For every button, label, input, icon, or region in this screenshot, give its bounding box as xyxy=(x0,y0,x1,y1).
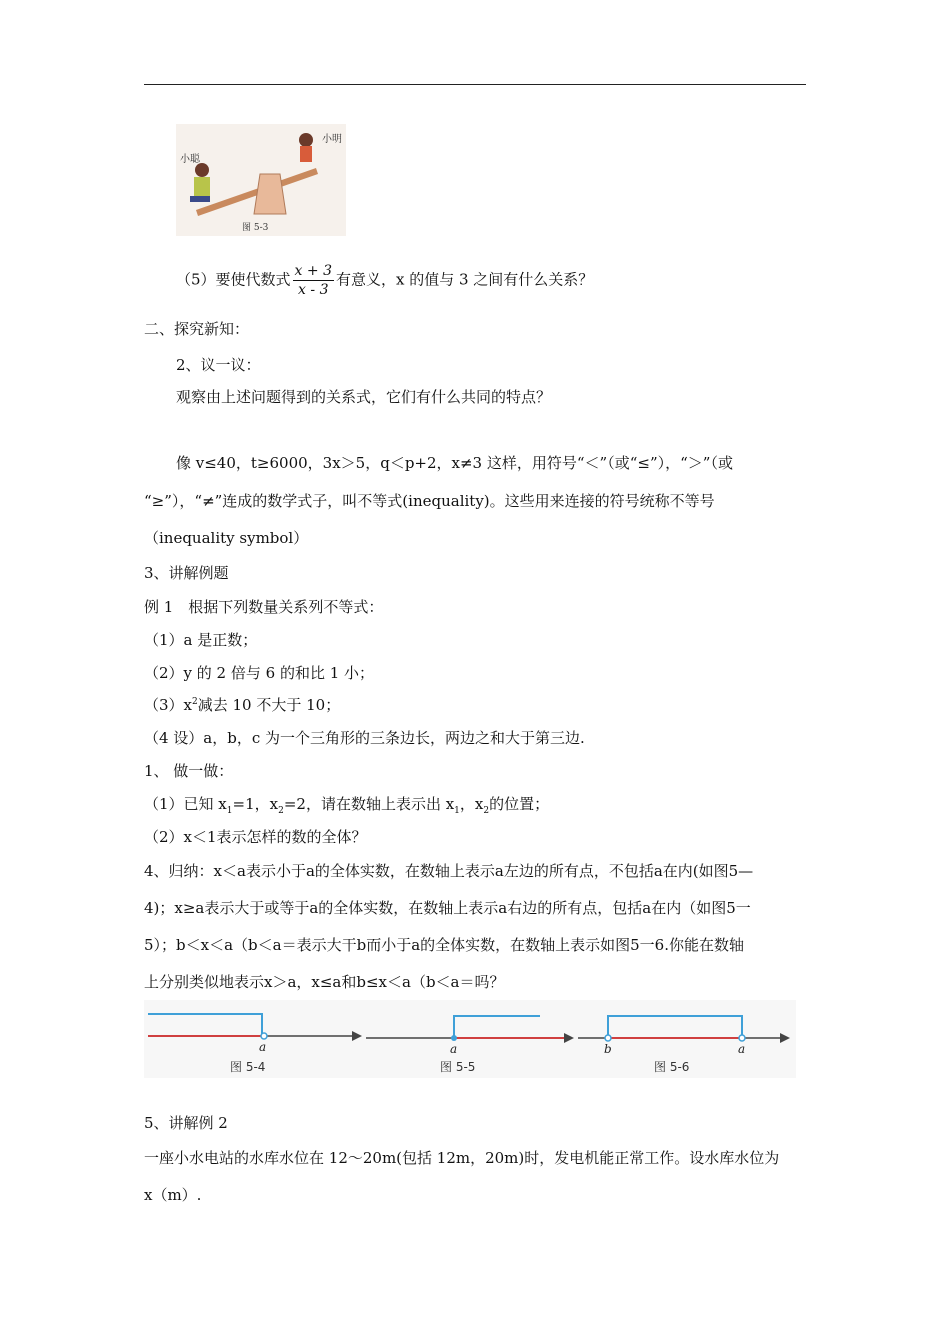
example-1-item-4: （4 设）a，b，c 为一个三角形的三条边长，两边之和大于第三边. xyxy=(144,729,585,747)
section-5-heading: 5、讲解例 2 xyxy=(144,1114,228,1132)
question-5 xyxy=(176,262,593,299)
example-2-line-2: x（m）. xyxy=(144,1186,202,1204)
label-a-fig4: a xyxy=(259,1040,267,1054)
example-1-item-3: $(3)x^2$减去 10 不大于 10； xyxy=(144,696,341,714)
section-3-heading: 3、讲解例题 xyxy=(144,564,229,582)
seesaw-illustration xyxy=(176,124,346,236)
q5-prefix: （5）要使代数式 xyxy=(176,270,291,289)
do-it-heading: 1、 做一做： xyxy=(144,762,234,780)
label-a-fig6: a xyxy=(738,1042,746,1056)
q5-suffix: 有意义，x 的值与 3 之间有什么关系？ xyxy=(335,270,594,289)
number-line-figures xyxy=(144,1000,796,1078)
figure-caption: 图 5-3 xyxy=(242,223,269,233)
summary-line-2: 4)；x≥a表示大于或等于a的全体实数，在数轴上表示a右边的所有点，包括a在内（如图5一 xyxy=(144,899,751,917)
definition-line-1: 像 v≤40，t≥6000，3x＞5，q＜p+2，x≠3 这样，用符号“＜”（或“≤”），“＞”（或 xyxy=(176,454,733,472)
summary-line-4: 上分别类似地表示x＞a，x≤a和b≤x＜a（b＜a＝吗？ xyxy=(144,973,505,991)
name-right: 小明 xyxy=(322,134,342,145)
summary-line-1: 4、归纳：x＜a表示小于a的全体实数，在数轴上表示a左边的所有点，不包括a在内(如图5— xyxy=(144,862,754,880)
header-rule xyxy=(144,84,806,85)
caption-fig-5-4: 图 5-4 xyxy=(230,1060,266,1074)
example-1-title: 例 1 根据下列数量关系列不等式： xyxy=(144,598,384,616)
observe-text: 观察由上述问题得到的关系式，它们有什么共同的特点？ xyxy=(176,388,552,406)
fraction-numerator: x + 3 xyxy=(294,263,332,279)
definition-line-3: （inequality symbol） xyxy=(144,529,309,547)
label-a-fig5: a xyxy=(450,1042,458,1056)
definition-line-2: “≥”），“≠”连成的数学式子，叫不等式(inequality)。这些用来连接的符号统称不等号 xyxy=(144,492,715,510)
example-1-item-2: （2）y 的 2 倍与 6 的和比 1 小； xyxy=(144,664,375,682)
section-2-heading: 二、探究新知： xyxy=(144,320,250,338)
fraction xyxy=(293,262,334,299)
name-left: 小聪 xyxy=(180,154,200,165)
example-2-line-1: 一座小水电站的水库水位在 12～20m(包括 12m，20m)时，发电机能正常工作。设水库水位为 xyxy=(144,1149,780,1167)
caption-fig-5-5: 图 5-5 xyxy=(440,1060,476,1074)
fraction-denominator: x - 3 xyxy=(298,282,329,298)
summary-line-3: 5）；b＜x＜a（b＜a＝表示大干b而小于a的全体实数，在数轴上表示如图5一6.你能在数轴 xyxy=(144,936,744,954)
do-it-item-1: （1）已知 $x_1=1$，$x_2=2$，请在数轴上表示出 $x_1$，$x_2$的位置； xyxy=(144,795,550,816)
caption-fig-5-6: 图 5-6 xyxy=(654,1060,690,1074)
discuss-heading: 2、议一议： xyxy=(176,356,261,374)
example-1-item-1: （1）a 是正数； xyxy=(144,631,258,649)
label-b-fig6: b xyxy=(604,1042,612,1056)
do-it-item-2: （2）x＜1表示怎样的数的全体？ xyxy=(144,828,367,846)
